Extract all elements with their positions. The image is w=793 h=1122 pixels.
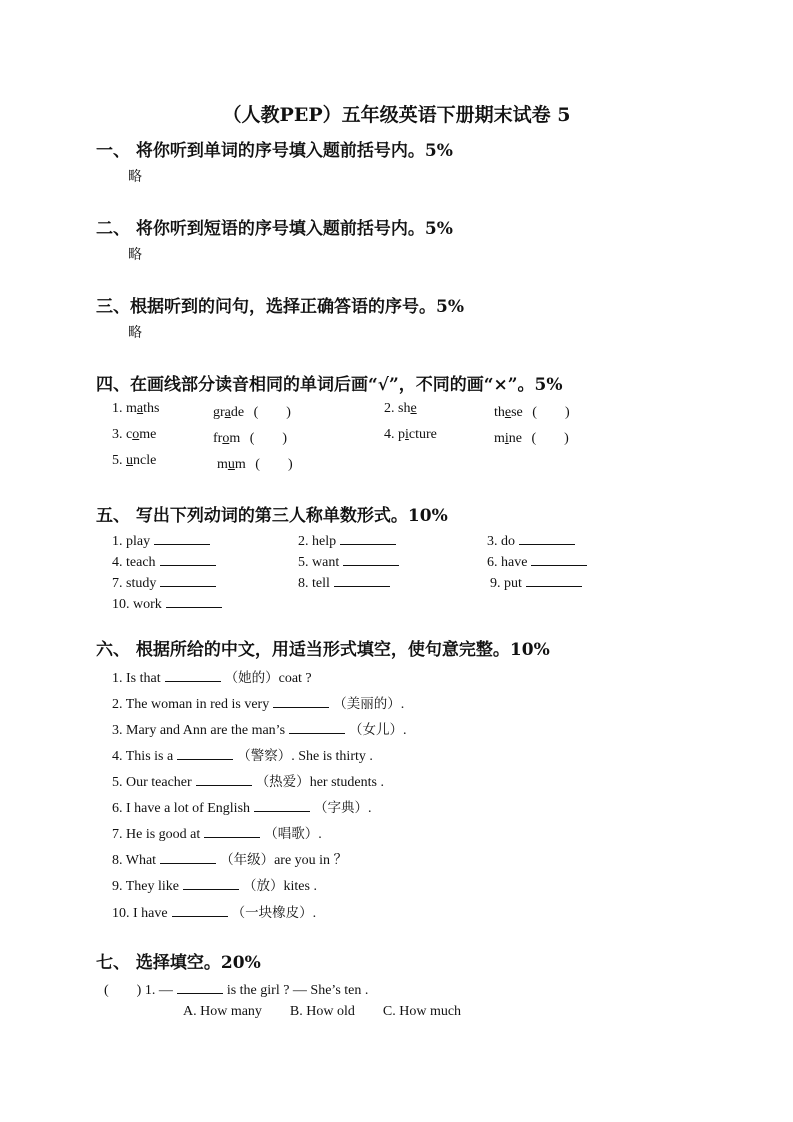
- answer-blank[interactable]: [289, 719, 345, 734]
- answer-blank[interactable]: [160, 572, 216, 587]
- verb-item: 8. tell: [298, 572, 394, 592]
- section-1-note: 略: [128, 169, 142, 185]
- fill-sentence: 5. Our teacher （热爱）her students .: [112, 770, 384, 791]
- section-1-heading: 一、 将你听到单词的序号填入题前括号内。5%: [96, 141, 453, 161]
- verb-item: 4. teach: [112, 551, 220, 571]
- fill-sentence: 3. Mary and Ann are the man’s （女儿）.: [112, 718, 407, 739]
- fill-sentence: 7. He is good at （唱歌）.: [112, 822, 322, 843]
- phonics-compare: mum ( ): [217, 457, 293, 472]
- answer-paren[interactable]: ( ): [249, 431, 288, 446]
- answer-paren[interactable]: ( ): [531, 431, 569, 446]
- verb-item: 2. help: [298, 530, 400, 550]
- fill-sentence: 10. I have （一块橡皮）.: [112, 901, 316, 922]
- answer-blank[interactable]: [254, 797, 310, 812]
- answer-paren[interactable]: ( ): [253, 405, 291, 420]
- answer-paren[interactable]: ( ): [255, 457, 293, 472]
- answer-blank[interactable]: [160, 551, 216, 566]
- section-4-heading: 四、在画线部分读音相同的单词后画“√”，不同的画“×”。5%: [96, 375, 563, 395]
- verb-item: 9. put: [490, 572, 586, 592]
- section-7-heading: 七、 选择填空。20%: [96, 953, 261, 973]
- verb-item: 3. do: [487, 530, 579, 550]
- fill-sentence: 1. Is that （她的）coat ?: [112, 666, 312, 687]
- section-6-heading: 六、 根据所给的中文，用适当形式填空，使句意完整。10%: [96, 640, 550, 660]
- answer-blank[interactable]: [340, 530, 396, 545]
- fill-sentence: 8. What （年级）are you in ？: [112, 848, 348, 869]
- answer-blank[interactable]: [177, 979, 223, 994]
- choice-options: A. How many B. How old C. How much: [183, 1004, 462, 1019]
- answer-blank[interactable]: [519, 530, 575, 545]
- verb-item: 5. want: [298, 551, 403, 571]
- fill-sentence: 9. They like （放）kites .: [112, 874, 317, 895]
- answer-blank[interactable]: [154, 530, 210, 545]
- section-2-heading: 二、 将你听到短语的序号填入题前括号内。5%: [96, 219, 453, 239]
- phonics-item: 3. come: [112, 427, 157, 442]
- phonics-item: 1. maths: [112, 401, 160, 416]
- section-2-note: 略: [128, 247, 142, 263]
- verb-item: 1. play: [112, 530, 214, 550]
- answer-blank[interactable]: [334, 572, 390, 587]
- fill-sentence: 6. I have a lot of English （字典）.: [112, 796, 372, 817]
- verb-item: 6. have: [487, 551, 591, 571]
- phonics-item: 2. she: [384, 401, 417, 416]
- answer-blank[interactable]: [204, 823, 260, 838]
- phonics-compare: grade ( ): [213, 405, 291, 420]
- answer-blank[interactable]: [172, 902, 228, 917]
- fill-sentence: 4. This is a （警察）. She is thirty .: [112, 744, 373, 765]
- verb-item: 10. work: [112, 593, 226, 613]
- answer-blank[interactable]: [273, 693, 329, 708]
- answer-paren[interactable]: ( ): [532, 405, 570, 420]
- answer-blank[interactable]: [177, 745, 233, 760]
- answer-blank[interactable]: [526, 572, 582, 587]
- phonics-item: 4. picture: [384, 427, 437, 442]
- answer-blank[interactable]: [166, 593, 222, 608]
- answer-blank[interactable]: [343, 551, 399, 566]
- phonics-compare: mine ( ): [494, 431, 569, 446]
- section-3-note: 略: [128, 325, 142, 341]
- phonics-compare: from ( ): [213, 431, 288, 446]
- answer-blank[interactable]: [165, 667, 221, 682]
- verb-item: 7. study: [112, 572, 220, 592]
- section-3-heading: 三、根据听到的问句，选择正确答语的序号。5%: [96, 297, 464, 317]
- choice-question: ( ) 1. — is the girl ? — She’s ten .: [104, 979, 368, 999]
- answer-blank[interactable]: [531, 551, 587, 566]
- phonics-item: 5. uncle: [112, 453, 157, 468]
- answer-blank[interactable]: [196, 771, 252, 786]
- phonics-compare: these ( ): [494, 405, 570, 420]
- page-title: （人教PEP）五年级英语下册期末试卷 5: [222, 104, 571, 126]
- section-5-heading: 五、 写出下列动词的第三人称单数形式。10%: [96, 506, 448, 526]
- answer-blank[interactable]: [183, 875, 239, 890]
- fill-sentence: 2. The woman in red is very （美丽的）.: [112, 692, 404, 713]
- answer-blank[interactable]: [160, 849, 216, 864]
